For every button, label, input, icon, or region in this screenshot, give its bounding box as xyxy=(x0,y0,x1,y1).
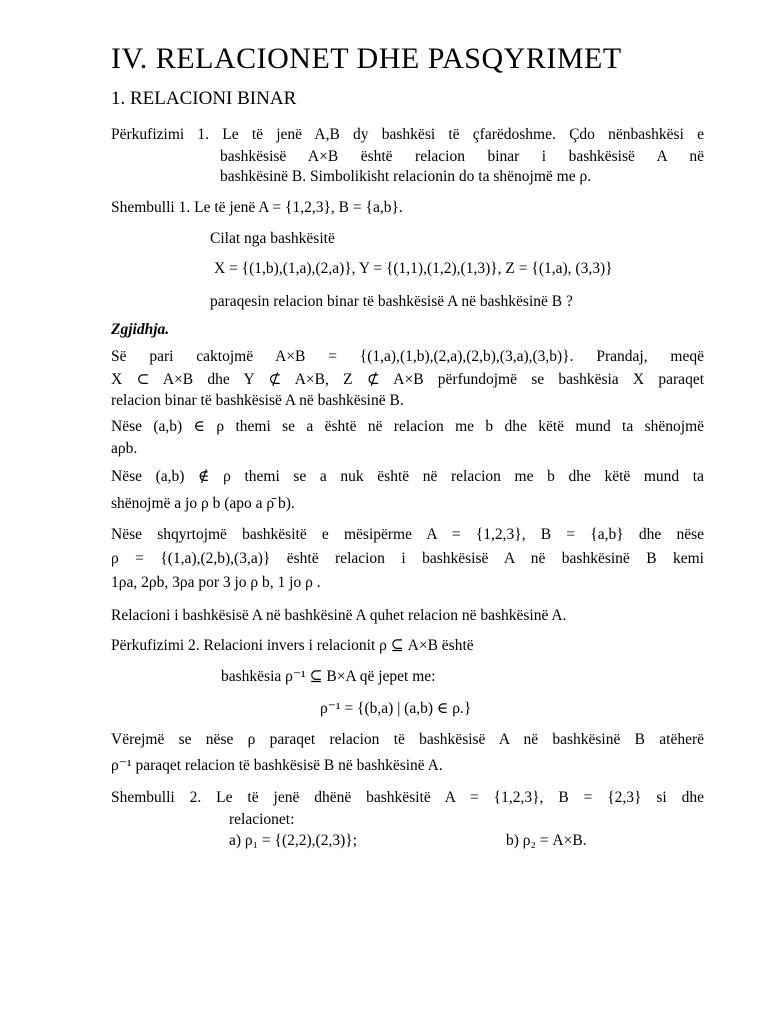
example-1-sets: X = {(1,b),(1,a),(2,a)}, Y = {(1,1),(1,2),(1,3)}, Z = {(1,a), (3,3)} xyxy=(214,260,613,277)
example-1-statement: Shembulli 1. Le të jenë A = {1,2,3}, B = {a,b}. xyxy=(111,199,403,216)
definition-2-line-1: Përkufizimi 2. Relacioni invers i relacionit ρ ⊆ A×B është xyxy=(111,637,474,654)
solution-line-2: X ⊂ A×B dhe Y ⊄ A×B, Z ⊄ A×B përfundojmë se bashkësia X paraqet xyxy=(111,371,704,388)
example-2-line-1: Shembulli 2. Le të jenë dhënë bashkësitë A = {1,2,3}, B = {2,3} si dhe xyxy=(111,789,704,806)
relation-on-set-sentence: Relacioni i bashkësisë A në bashkësinë A quhet relacion në bashkësinë A. xyxy=(111,607,567,624)
solution-line-3: relacion binar të bashkësisë A në bashkësinë B. xyxy=(111,392,404,409)
remark-line-1: Vërejmë se nëse ρ paraqet relacion të bashkësisë A në bashkësinë B atëherë xyxy=(111,731,704,748)
example-2-part-b: b) ρ₂ = A×B. xyxy=(506,832,587,849)
example-1-question-end: paraqesin relacion binar të bashkësisë A në bashkësinë B ? xyxy=(210,293,573,310)
example-2-part-a: a) ρ₁ = {(2,2),(2,3)}; xyxy=(229,832,358,849)
definition-1-line-3: bashkësinë B. Simbolikisht relacionin do ta shënojmë me ρ. xyxy=(220,168,592,185)
relation-member-line-1: Nëse (a,b) ∈ ρ themi se a është në relacion me b dhe këtë mund ta shënojmë xyxy=(111,418,704,435)
solution-heading: Zgjidhja. xyxy=(111,321,170,338)
example-relation-line-1: Nëse shqyrtojmë bashkësitë e mësipërme A = {1,2,3}, B = {a,b} dhe nëse xyxy=(111,526,704,543)
example-relation-line-3: 1ρa, 2ρb, 3ρa por 3 jo ρ b, 1 jo ρ . xyxy=(111,574,321,591)
page-title: IV. RELACIONET DHE PASQYRIMET xyxy=(111,42,622,75)
relation-member-line-2: aρb. xyxy=(111,440,138,457)
definition-1-line-1: Përkufizimi 1. Le të jenë A,B dy bashkësi të çfarëdoshme. Çdo nënbashkësi e xyxy=(111,126,704,143)
example-1-question: Cilat nga bashkësitë xyxy=(210,230,335,247)
definition-2-line-2: bashkësia ρ⁻¹ ⊆ B×A që jepet me: xyxy=(221,668,436,685)
relation-nonmember-line-2: shënojmë a jo ρ b (apo a ρ̄ b). xyxy=(111,495,295,512)
inverse-relation-formula: ρ⁻¹ = {(b,a) | (a,b) ∈ ρ.} xyxy=(320,700,472,717)
solution-line-1: Së pari caktojmë A×B = {(1,a),(1,b),(2,a),(2,b),(3,a),(3,b)}. Prandaj, meqë xyxy=(111,348,704,365)
example-2-line-2: relacionet: xyxy=(229,811,295,828)
definition-1-line-2: bashkësisë A×B është relacion binar i bashkësisë A në xyxy=(220,148,704,165)
relation-nonmember-line-1: Nëse (a,b) ∉ ρ themi se a nuk është në relacion me b dhe këtë mund ta xyxy=(111,468,704,485)
section-title: 1. RELACIONI BINAR xyxy=(111,88,297,109)
remark-line-2: ρ⁻¹ paraqet relacion të bashkësisë B në bashkësinë A. xyxy=(111,757,443,774)
example-relation-line-2: ρ = {(1,a),(2,b),(3,a)} është relacion i bashkësisë A në bashkësinë B kemi xyxy=(111,550,704,567)
